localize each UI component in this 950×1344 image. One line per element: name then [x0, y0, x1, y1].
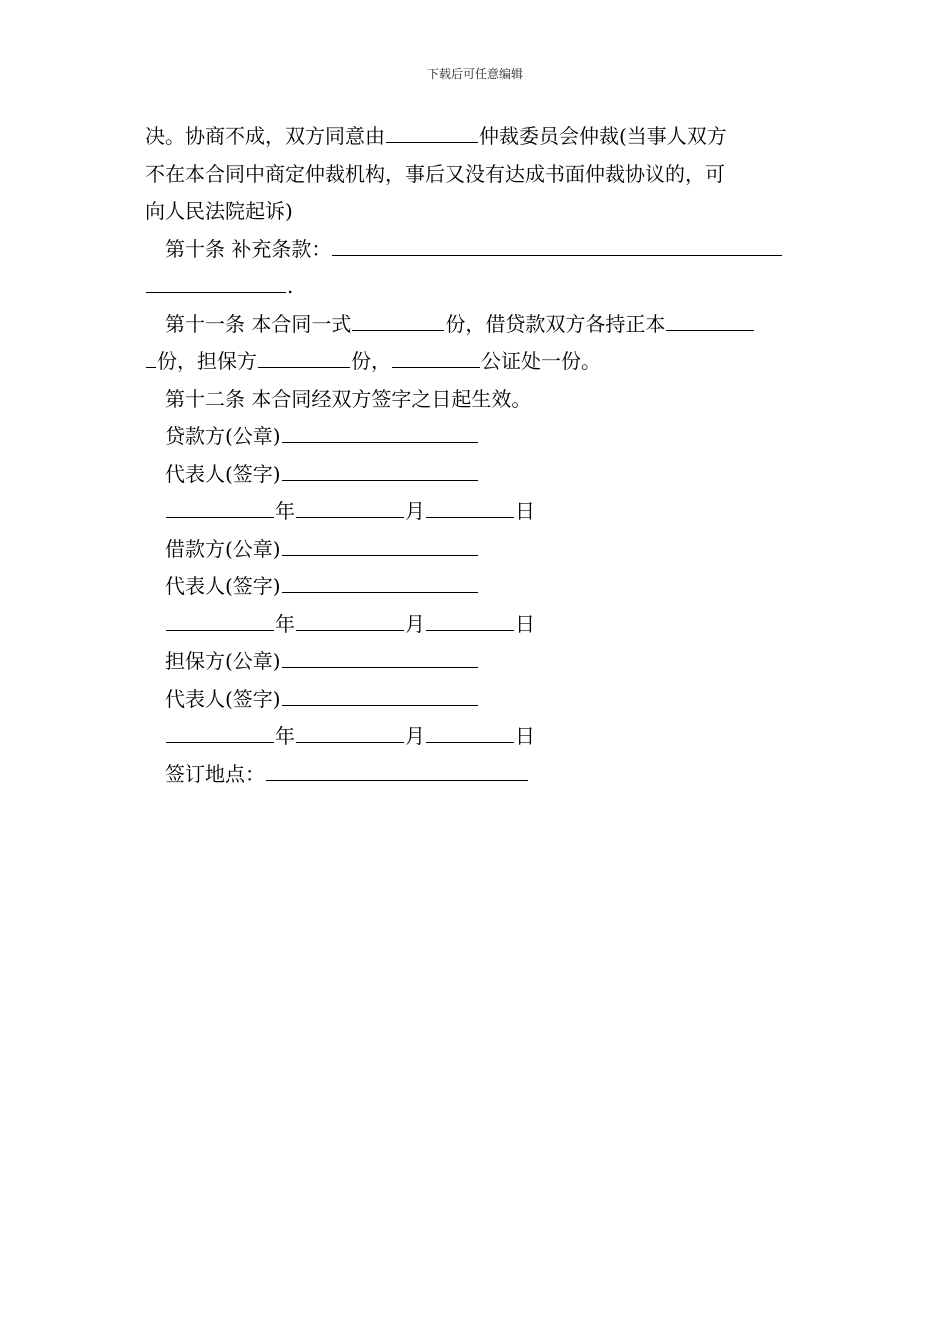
borrower-day-blank[interactable] — [426, 612, 514, 631]
lender-seal-line — [145, 418, 810, 456]
guarantor-year-blank[interactable] — [166, 724, 274, 743]
lender-month-blank[interactable] — [296, 499, 404, 518]
guarantor-date-line — [145, 718, 810, 756]
article-11-line-1 — [145, 306, 810, 344]
arbitration-committee-blank[interactable] — [386, 124, 478, 143]
article-11-text-d: 份， — [351, 349, 391, 373]
signing-place-line — [145, 756, 810, 794]
contract-body — [145, 118, 810, 793]
article-11-text-c: 份，担保方 — [157, 349, 257, 373]
borrower-year-blank[interactable] — [166, 612, 274, 631]
guarantor-copies-blank[interactable] — [258, 349, 350, 368]
representative-label: 代表人(签字) — [165, 461, 281, 486]
originals-each-blank[interactable] — [666, 312, 754, 331]
lender-day-blank[interactable] — [426, 499, 514, 518]
guarantor-month-blank[interactable] — [296, 724, 404, 743]
guarantor-seal-line — [145, 643, 810, 681]
guarantor-representative-line — [145, 681, 810, 719]
arbitration-text-b: 仲裁委员会仲裁(当事人双方 — [479, 124, 727, 148]
year-label: 年 — [275, 611, 295, 636]
guarantor-representative-blank[interactable] — [282, 687, 478, 706]
article-10-end: . — [287, 274, 294, 298]
borrower-label: 借款方(公章) — [165, 536, 281, 561]
lender-seal-blank[interactable] — [282, 424, 478, 443]
month-label: 月 — [405, 724, 425, 748]
borrower-representative-blank[interactable] — [282, 574, 478, 593]
article-10 — [145, 231, 810, 269]
guarantor-seal-blank[interactable] — [282, 649, 478, 668]
lender-label: 贷款方(公章) — [165, 424, 281, 448]
article-11-text-b: 份，借贷款双方各持正本 — [445, 311, 666, 336]
arbitration-line-2: 不在本合同中商定仲裁机构，事后又没有达成书面仲裁协议的，可 — [145, 161, 725, 186]
guarantor-label: 担保方(公章) — [165, 649, 281, 673]
borrower-date-line — [145, 606, 810, 644]
borrower-month-blank[interactable] — [296, 612, 404, 631]
article-10-label: 第十条 补充条款： — [165, 236, 332, 261]
arbitration-text-a: 决。协商不成，双方同意由 — [145, 124, 385, 148]
lender-year-blank[interactable] — [166, 499, 274, 518]
supplementary-terms-blank-2[interactable] — [146, 274, 286, 293]
borrower-seal-line — [145, 531, 810, 569]
day-label: 日 — [515, 724, 535, 748]
arbitration-line-3: 向人民法院起诉) — [145, 199, 293, 223]
guarantor-day-blank[interactable] — [426, 724, 514, 743]
total-copies-blank[interactable] — [352, 312, 444, 331]
borrower-seal-blank[interactable] — [282, 537, 478, 556]
lender-representative-blank[interactable] — [282, 462, 478, 481]
article-12: 第十二条 本合同经双方签字之日起生效。 — [165, 386, 532, 411]
borrower-representative-line — [145, 568, 810, 606]
representative-label: 代表人(签字) — [165, 574, 281, 598]
lender-representative-line — [145, 456, 810, 494]
article-11-text-e: 公证处一份。 — [481, 349, 601, 373]
year-label: 年 — [275, 724, 295, 748]
signing-place-label: 签订地点： — [165, 761, 265, 786]
year-label: 年 — [275, 499, 295, 523]
supplementary-terms-blank[interactable] — [332, 237, 782, 256]
representative-label: 代表人(签字) — [165, 686, 281, 711]
day-label: 日 — [515, 611, 535, 636]
article-11-text-a: 第十一条 本合同一式 — [165, 311, 352, 336]
article-10-continuation — [145, 268, 810, 306]
month-label: 月 — [405, 611, 425, 636]
day-label: 日 — [515, 499, 535, 523]
originals-each-blank-2[interactable] — [146, 349, 156, 368]
article-11-line-2 — [145, 343, 810, 381]
notary-name-blank[interactable] — [392, 349, 480, 368]
signing-place-blank[interactable] — [266, 762, 528, 781]
page-header: 下载后可任意编辑 — [426, 67, 523, 81]
month-label: 月 — [405, 499, 425, 523]
lender-date-line — [145, 493, 810, 531]
arbitration-line-1 — [145, 118, 810, 156]
